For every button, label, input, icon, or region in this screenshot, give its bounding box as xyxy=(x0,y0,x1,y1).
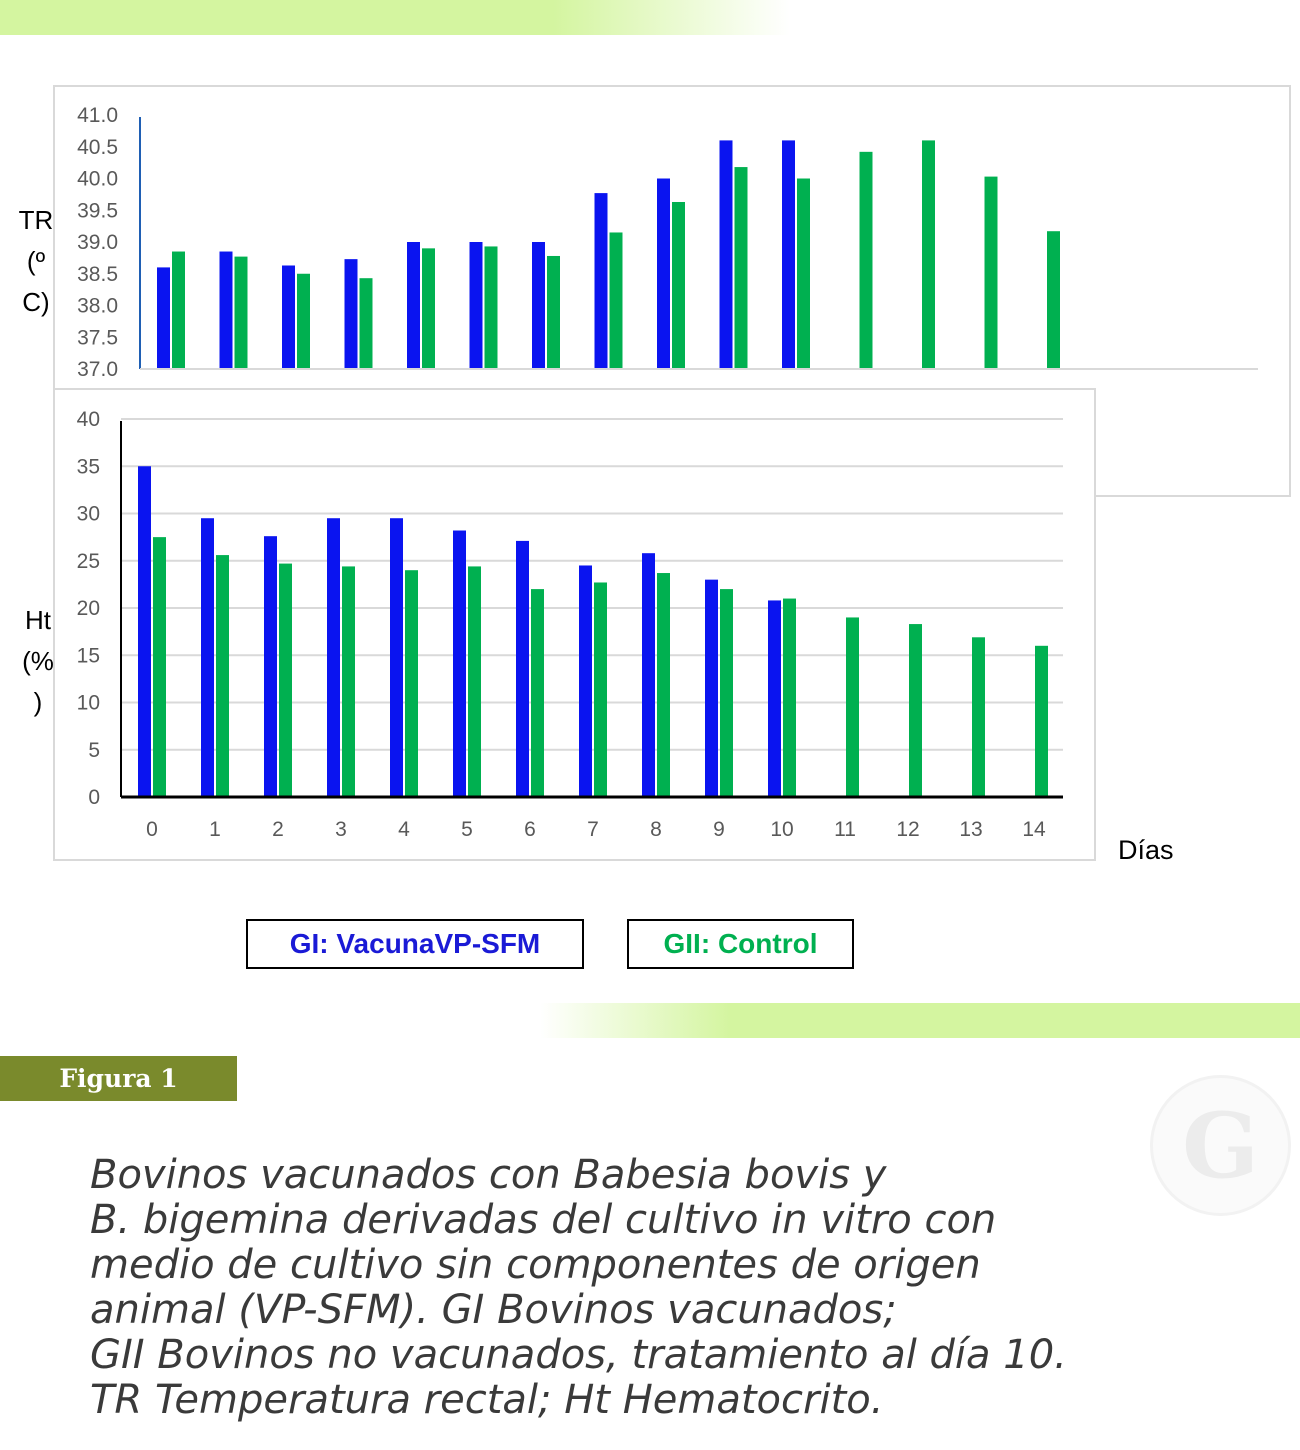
bar-control xyxy=(657,573,670,797)
legend-vaccine xyxy=(246,919,584,969)
y-tick-label: 15 xyxy=(76,644,100,668)
bar-vaccine xyxy=(264,536,277,797)
caption-line: medio de cultivo sin componentes de origen xyxy=(90,1242,981,1288)
bar-vaccine xyxy=(579,565,592,797)
tr-axis-label xyxy=(14,200,58,323)
x-tick-label: 11 xyxy=(834,818,856,841)
y-tick-label: 39.5 xyxy=(77,199,118,223)
bar-control xyxy=(594,582,607,797)
x-tick-label: 3 xyxy=(335,818,347,841)
x-tick-label: 0 xyxy=(146,818,158,841)
x-tick-label: 5 xyxy=(461,818,473,841)
y-tick-label: 35 xyxy=(76,455,100,479)
bar-control xyxy=(468,566,481,797)
y-tick-label: 40.5 xyxy=(77,135,118,159)
x-tick-label: 10 xyxy=(770,818,794,841)
bar-vaccine xyxy=(201,518,214,797)
bar-vaccine xyxy=(327,518,340,797)
y-tick-label: 39.0 xyxy=(77,231,118,254)
bar-control xyxy=(972,637,985,797)
y-tick-label: 40 xyxy=(76,408,100,431)
y-tick-label: 40.0 xyxy=(77,167,118,191)
bar-control xyxy=(342,566,355,797)
y-tick-label: 25 xyxy=(76,549,100,573)
x-tick-label: 6 xyxy=(524,818,536,841)
y-tick-label: 10 xyxy=(76,691,100,715)
bar-control xyxy=(1035,646,1048,797)
y-tick-label: 0 xyxy=(88,786,100,809)
figure-caption xyxy=(90,1153,1190,1423)
ht-axis-label xyxy=(16,600,60,723)
legend-control xyxy=(627,919,854,969)
y-tick-label: 37.5 xyxy=(77,326,118,350)
bar-vaccine xyxy=(642,553,655,797)
x-axis-label: Días xyxy=(1118,835,1174,865)
figure-tag: Figura 1 xyxy=(0,1056,237,1101)
x-tick-label: 12 xyxy=(896,818,920,841)
x-tick-label: 8 xyxy=(650,818,662,841)
bar-vaccine xyxy=(390,518,403,797)
x-tick-label: 2 xyxy=(272,818,284,841)
y-tick-label: 20 xyxy=(76,597,100,620)
bar-control xyxy=(909,624,922,797)
legend-control-label: GII: Control xyxy=(663,928,818,959)
x-tick-label: 1 xyxy=(209,818,221,841)
bar-control xyxy=(531,589,544,797)
y-tick-label: 5 xyxy=(88,738,100,762)
bar-control xyxy=(846,617,859,797)
caption-line: B. bigemina derivadas del cultivo in vitro con xyxy=(90,1197,997,1243)
caption-line: Bovinos vacunados con Babesia bovis y xyxy=(90,1152,887,1198)
bar-vaccine xyxy=(453,531,466,797)
bar-control xyxy=(405,570,418,797)
bar-control xyxy=(153,537,166,797)
x-tick-label: 7 xyxy=(587,818,599,841)
legend-vaccine-label: GI: VacunaVP-SFM xyxy=(289,928,541,959)
x-tick-label: 14 xyxy=(1022,818,1046,841)
caption-line: GII Bovinos no vacunados, tratamiento al día 10. xyxy=(90,1332,1067,1378)
x-tick-label: 9 xyxy=(713,818,725,841)
middle-accent-band xyxy=(540,1003,1300,1038)
y-tick-label: 38.0 xyxy=(77,294,118,318)
bar-control xyxy=(216,555,229,797)
ht-axis-label-text: Ht (% ) xyxy=(22,605,54,717)
y-tick-label: 37.0 xyxy=(77,358,118,381)
bar-vaccine xyxy=(516,541,529,797)
caption-line: animal (VP-SFM). GI Bovinos vacunados; xyxy=(90,1287,897,1333)
bar-vaccine xyxy=(138,466,151,797)
bar-control xyxy=(720,589,733,797)
watermark-logo: G xyxy=(1150,1075,1291,1216)
y-tick-label: 38.5 xyxy=(77,262,118,286)
x-tick-label: 4 xyxy=(398,818,410,841)
bar-control xyxy=(279,564,292,797)
y-tick-label: 41.0 xyxy=(77,104,118,127)
bar-control xyxy=(783,599,796,797)
bar-vaccine xyxy=(705,580,718,797)
y-tick-label: 30 xyxy=(76,502,100,526)
x-tick-label: 13 xyxy=(959,818,983,841)
caption-line: TR Temperatura rectal; Ht Hematocrito. xyxy=(90,1377,884,1423)
bar-vaccine xyxy=(768,600,781,797)
tr-axis-label-text: TR (º C) xyxy=(18,205,54,317)
